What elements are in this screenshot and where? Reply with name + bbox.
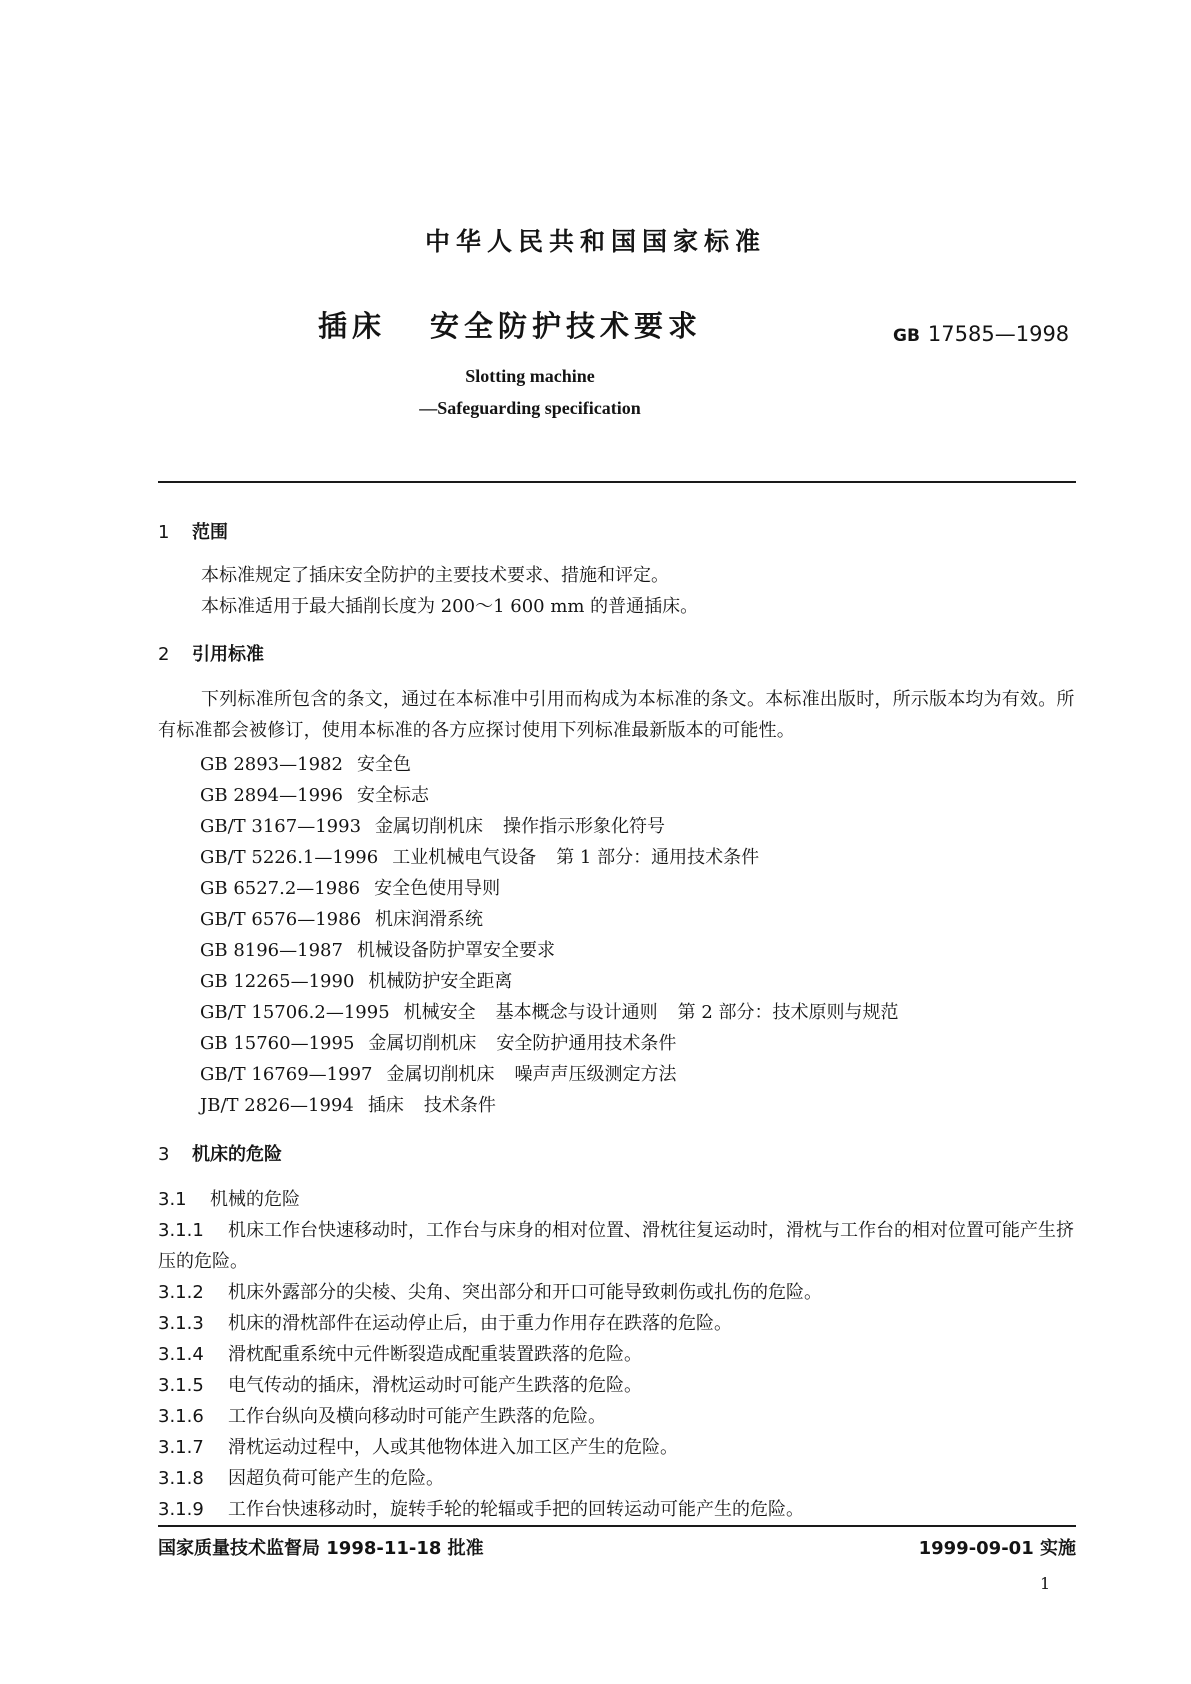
ref-title: 安全色 — [356, 754, 411, 775]
section3-number: 3 — [158, 1144, 170, 1165]
hazard-item — [158, 1432, 1076, 1463]
hazard-item — [158, 1494, 1076, 1525]
ref-code: GB/T 16769—1997 — [200, 1064, 373, 1085]
section3-title: 机床的危险 — [192, 1144, 282, 1165]
ref-code: GB/T 6576—1986 — [200, 909, 362, 930]
ref-title: 工业机械电气设备 — [392, 847, 537, 868]
ref-title3: 第 2 部分：技术原则与规范 — [677, 1002, 899, 1023]
ref-code: GB 2894—1996 — [200, 785, 343, 806]
ref-item — [200, 812, 665, 838]
english-title-line2: —Safeguarding specification — [419, 398, 641, 418]
document-title — [318, 304, 702, 345]
section2-para: 下列标准所包含的条文，通过在本标准中引用而构成为本标准的条文。本标准出版时，所示版本均为有效。所有标准都会被修订，使用本标准的各方应探讨使用下列标准最新版本的可能性。 — [158, 689, 1075, 741]
ref-code: GB 15760—1995 — [200, 1033, 355, 1054]
ref-title: 金属切削机床 — [375, 816, 484, 837]
hazard-item — [158, 1277, 1076, 1308]
hazard-number: 3.1.5 — [158, 1375, 204, 1396]
english-title-line1: Slotting machine — [465, 366, 595, 386]
ref-item — [200, 843, 759, 869]
hazard-number: 3.1.1 — [158, 1220, 204, 1241]
ref-title: 机床润滑系统 — [375, 909, 484, 930]
section2-title: 引用标准 — [192, 644, 264, 665]
ref-title2: 安全防护通用技术条件 — [496, 1033, 677, 1054]
ref-code: JB/T 2826—1994 — [200, 1095, 354, 1116]
hazard-number: 3.1.9 — [158, 1499, 204, 1520]
page-number: 1 — [1040, 1574, 1051, 1593]
hazard-text: 因超负荷可能产生的危险。 — [228, 1468, 444, 1489]
hazard-text: 工作台快速移动时，旋转手轮的轮辐或手把的回转运动可能产生的危险。 — [228, 1499, 804, 1520]
implementation-date: 1999-09-01 实施 — [918, 1538, 1076, 1559]
section1-para2: 本标准适用于最大插削长度为 200～1 600 mm 的普通插床。 — [201, 596, 699, 617]
ref-code: GB 8196—1987 — [200, 940, 343, 961]
section2-heading — [158, 640, 264, 666]
ref-title2: 基本概念与设计通则 — [495, 1002, 658, 1023]
subsection-number: 3.1 — [158, 1189, 187, 1210]
ref-title: 机械防护安全距离 — [368, 971, 513, 992]
ref-item — [200, 750, 411, 776]
hazard-text: 滑枕运动过程中，人或其他物体进入加工区产生的危险。 — [228, 1437, 678, 1458]
hazard-text: 机床外露部分的尖棱、尖角、突出部分和开口可能导致刺伤或扎伤的危险。 — [228, 1282, 822, 1303]
ref-item — [200, 905, 483, 931]
hazard-number: 3.1.4 — [158, 1344, 204, 1365]
ref-item — [200, 1060, 676, 1086]
hazard-number: 3.1.2 — [158, 1282, 204, 1303]
ref-item — [200, 998, 899, 1024]
section1-heading — [158, 518, 228, 544]
section1-para1: 本标准规定了插床安全防护的主要技术要求、措施和评定。 — [201, 565, 669, 586]
hazard-text: 工作台纵向及横向移动时可能产生跌落的危险。 — [228, 1406, 606, 1427]
code-number: 17585—1998 — [927, 322, 1070, 346]
ref-code: GB/T 3167—1993 — [200, 816, 362, 837]
section3-heading — [158, 1140, 282, 1166]
hazard-item — [158, 1463, 1076, 1494]
title-part2: 安全防护技术要求 — [430, 309, 703, 343]
hazard-number: 3.1.8 — [158, 1468, 204, 1489]
hazard-text: 电气传动的插床，滑枕运动时可能产生跌落的危险。 — [228, 1375, 642, 1396]
ref-title: 金属切削机床 — [368, 1033, 477, 1054]
ref-code: GB/T 5226.1—1996 — [200, 847, 379, 868]
ref-title: 插床 — [367, 1095, 404, 1116]
header-divider — [158, 481, 1076, 483]
hazard-number: 3.1.7 — [158, 1437, 204, 1458]
hazard-text: 机床工作台快速移动时，工作台与床身的相对位置、滑枕往复运动时，滑枕与工作台的相对位置可能产生挤压的危险。 — [158, 1220, 1074, 1272]
ref-code: GB 2893—1982 — [200, 754, 343, 775]
ref-title: 安全色使用导则 — [374, 878, 501, 899]
hazard-number: 3.1.6 — [158, 1406, 204, 1427]
ref-item — [200, 936, 555, 962]
ref-title: 金属切削机床 — [386, 1064, 495, 1085]
ref-title2: 技术条件 — [423, 1095, 496, 1116]
section2-number: 2 — [158, 644, 170, 665]
subsection-title: 机械的危险 — [210, 1189, 300, 1210]
title-part1: 插床 — [318, 309, 387, 343]
hazard-item — [158, 1308, 1076, 1339]
ref-item — [200, 781, 429, 807]
hazard-item — [158, 1339, 1076, 1370]
ref-title2: 噪声声压级测定方法 — [514, 1064, 677, 1085]
standard-type-heading: 中华人民共和国国家标准 — [424, 227, 766, 256]
ref-title: 机械安全 — [403, 1002, 476, 1023]
hazard-item — [158, 1401, 1076, 1432]
ref-code: GB 12265—1990 — [200, 971, 355, 992]
ref-title: 安全标志 — [356, 785, 429, 806]
ref-item — [200, 1029, 676, 1055]
section1-title: 范围 — [192, 522, 228, 543]
section1-number: 1 — [158, 522, 170, 543]
code-prefix: GB — [893, 326, 920, 346]
approval-statement: 国家质量技术监督局 1998-11-18 批准 — [158, 1538, 484, 1559]
footer-divider — [158, 1525, 1076, 1527]
ref-title2: 操作指示形象化符号 — [503, 816, 666, 837]
subsection-3-1 — [158, 1184, 300, 1215]
standard-code — [893, 322, 1069, 346]
ref-code: GB/T 15706.2—1995 — [200, 1002, 390, 1023]
hazard-item — [158, 1370, 1076, 1401]
ref-item — [200, 1091, 496, 1117]
ref-item — [200, 874, 500, 900]
ref-item — [200, 967, 512, 993]
hazard-item — [158, 1215, 1076, 1277]
hazard-text: 机床的滑枕部件在运动停止后，由于重力作用存在跌落的危险。 — [228, 1313, 732, 1334]
hazard-text: 滑枕配重系统中元件断裂造成配重装置跌落的危险。 — [228, 1344, 642, 1365]
ref-code: GB 6527.2—1986 — [200, 878, 361, 899]
ref-title2: 第 1 部分：通用技术条件 — [556, 847, 760, 868]
hazard-number: 3.1.3 — [158, 1313, 204, 1334]
ref-title: 机械设备防护罩安全要求 — [356, 940, 555, 961]
